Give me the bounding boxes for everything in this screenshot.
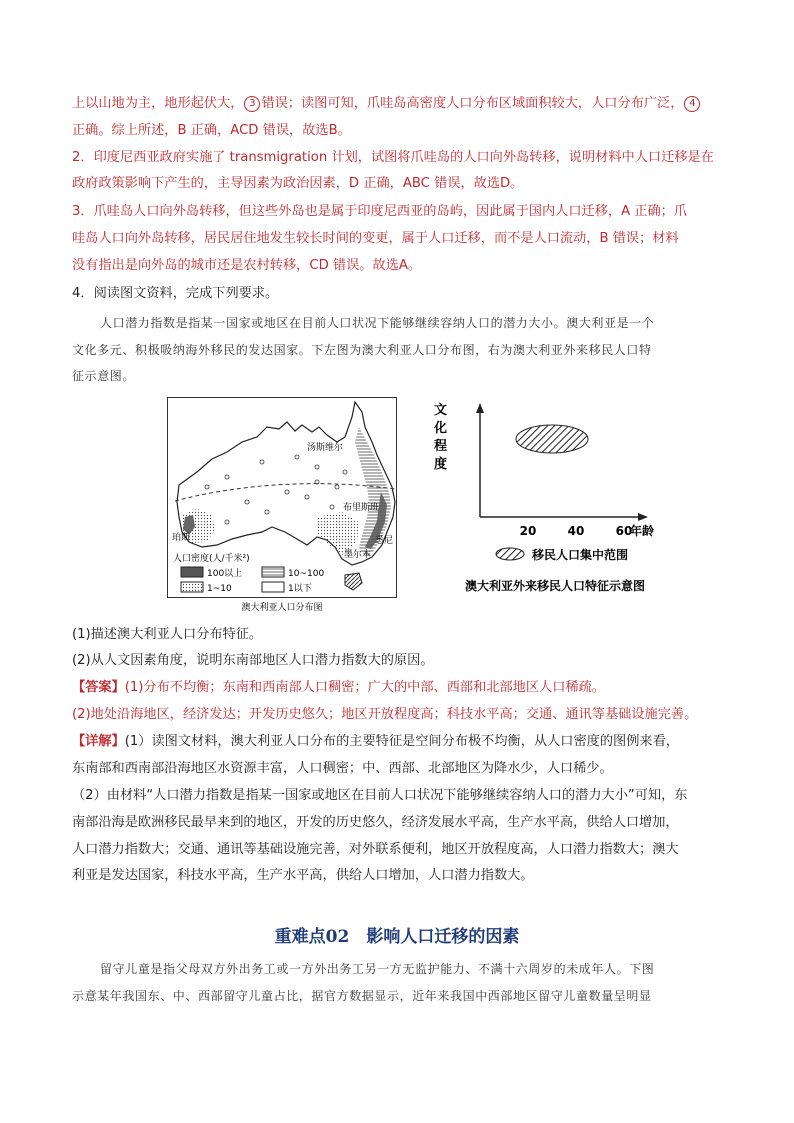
section-text: 示意某年我国东、中、西部留守儿童占比，据官方数据显示，近年来我国中西部地区留守儿童数量呈明显 [72, 989, 652, 1003]
legend-swatch-medium [262, 567, 284, 577]
y-axis-arrow [476, 403, 484, 413]
sub-question: (2)从人文因素角度，说明东南部地区人口潜力指数大的原因。 [72, 653, 434, 668]
legend-swatch-high [181, 567, 203, 577]
legend-title: 人口密度(人/千米²) [173, 554, 250, 564]
detail-line: 东南部和西南部沿海地区水资源丰富，人口稠密；中、西部、北部地区为降水少，人口稀少。 [72, 761, 613, 776]
migrant-concentration-region [516, 425, 588, 453]
answer-text-line: 3．爪哇岛人口向外岛转移，但这些外岛也是属于印度尼西亚的岛屿，因此属于国内人口迁移，A 正确；爪 [72, 204, 688, 219]
y-axis-label-char: 度 [434, 457, 448, 472]
detail-line: 人口潜力指数大；交通、通讯等基础设施完善，对外联系便利，地区开放程度高，人口潜力指数大；澳大 [72, 842, 679, 857]
answer-tag: 【答案】 [72, 680, 125, 695]
x-axis-arrow [638, 513, 648, 521]
city-label: 珀斯 [172, 533, 191, 543]
answer-line: (2)地处沿海地区，经济发达；开发历史悠久；地区开放程度高；科技水平高；交通、通讯等基础设施完善。 [72, 707, 698, 722]
detail-line: 【详解】(1）读图文材料，澳大利亚人口分布的主要特征是空间分布极不均衡，从人口密度的图例来看， [72, 734, 679, 749]
circled-number: 3 [244, 96, 260, 112]
x-tick-label: 20 [519, 524, 537, 538]
answer-text-line: 没有指出是向外岛的城市还是农村转移，CD 错误。故选A。 [72, 258, 422, 273]
detail-line: 南部沿海是欧洲移民最早来到的地区，开发的历史悠久，经济发展水平高，生产水平高，供给人口增加， [72, 815, 679, 830]
city-label: 布里斯班 [343, 503, 380, 513]
legend-label: 10~100 [288, 569, 325, 579]
y-axis-label-char: 化 [434, 421, 448, 436]
chart-title: 澳大利亚外来移民人口特征示意图 [464, 579, 646, 593]
australia-population-map [167, 397, 397, 615]
section-heading: 重难点02 影响人口迁移的因素 [274, 927, 520, 947]
legend-label: 1~10 [207, 584, 232, 594]
legend-label: 1以下 [288, 584, 312, 594]
answer-text-line: 2．印度尼西亚政府实施了 transmigration 计划，试图将爪哇岛的人口向外岛转移，说明材料中人口迁移是在 [72, 150, 714, 165]
legend-label: 移民人口集中范围 [532, 548, 629, 562]
x-tick-label: 60 [615, 524, 633, 538]
x-tick-label: 40 [567, 524, 585, 538]
city-label: 墨尔本 [344, 550, 372, 560]
answer-text-line: 哇岛人口向外岛转移，居民居住地发生较长时间的变更，属于人口迁移，而不是人口流动，B 错误；材料 [72, 231, 679, 246]
material-text: 文化多元、积极吸纳海外移民的发达国家。下左图为澳大利亚人口分布图，右为澳大利亚外来移民人口特 [72, 343, 652, 357]
migrant-characteristics-chart [420, 397, 690, 602]
y-axis-label-char: 文 [434, 403, 448, 418]
legend-swatch-region [496, 548, 524, 560]
detail-line: 利亚是发达国家，科技水平高，生产水平高，供给人口增加，人口潜力指数大。 [72, 868, 534, 883]
detail-tag: 【详解】 [72, 734, 125, 749]
answer-line: 【答案】(1)分布不均衡；东南和西南部人口稠密；广大的中部、西部和北部地区人口稀疏。 [72, 680, 605, 695]
section-text: 留守儿童是指父母双方外出务工或一方外出务工另一方无监护能力、不满十六周岁的未成年人。下图 [100, 962, 655, 976]
city-label: 悉尼 [375, 536, 394, 546]
legend-label: 100以上 [207, 569, 243, 579]
circled-number: 4 [684, 96, 700, 112]
map-caption: 澳大利亚人口分布图 [241, 603, 323, 613]
x-axis-label: 年龄 [630, 524, 655, 538]
answer-text-line: 正确。综上所述，B 正确，ACD 错误，故选B。 [72, 123, 351, 138]
sub-question: (1)描述澳大利亚人口分布特征。 [72, 627, 263, 642]
x-ticks [520, 524, 633, 538]
answer-text-line: 上以山地为主，地形起伏大， 3 错误；读图可知，爪哇岛高密度人口分布区域面积较大，人口分布广泛， 4 [72, 94, 701, 114]
answer-text-line: 政府政策影响下产生的，主导因素为政治因素，D 正确，ABC 错误，故选D。 [72, 176, 524, 191]
material-text: 征示意图。 [72, 369, 136, 383]
map-svg [167, 397, 397, 615]
legend-swatch-low [181, 582, 203, 592]
chart-svg [420, 397, 690, 602]
legend-swatch-sparse [262, 582, 284, 592]
city-label: 汤斯维尔 [307, 443, 344, 453]
question-title: 4．阅读图文资料，完成下列要求。 [72, 286, 279, 301]
y-axis-label-char: 程 [434, 439, 448, 454]
material-text: 人口潜力指数是指某一国家或地区在目前人口状况下能够继续容纳人口的潜力大小。澳大利亚是一个 [100, 316, 655, 330]
detail-line: （2）由材料“人口潜力指数是指某一国家或地区在目前人口状况下能够继续容纳人口的潜力大小”可知，东 [72, 788, 688, 803]
